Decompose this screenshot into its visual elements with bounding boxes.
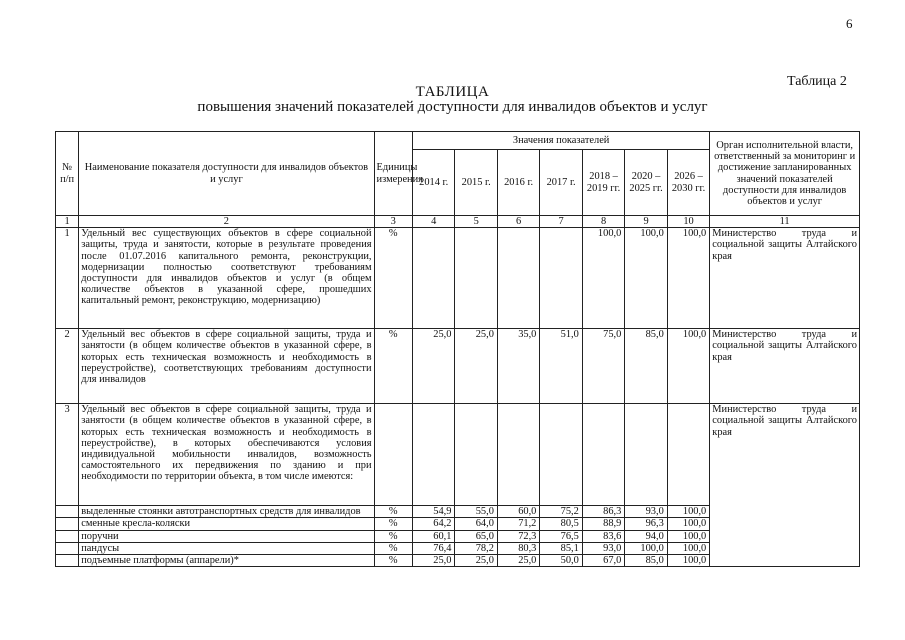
column-numbers-row (56, 216, 860, 228)
subrow-value: 55,0 (455, 506, 497, 518)
subrow-name: подъемные платформы (аппарели)* (79, 555, 374, 567)
row-unit: % (374, 228, 412, 329)
header-organ: Орган исполнительной власти, ответственный за мониторинг и достижение запланированных значений показателей доступности для инвалидов объектов и услуг (710, 132, 860, 216)
subrow-value: 64,0 (455, 518, 497, 530)
subrow-value: 80,5 (540, 518, 582, 530)
subrow-value: 25,0 (412, 555, 454, 567)
row-value (455, 404, 497, 506)
title-line-2: повышения значений показателей доступности для инвалидов объектов и услуг (197, 99, 708, 115)
subrow-value: 76,5 (540, 530, 582, 542)
row-num (56, 506, 79, 518)
subrow-value: 100,0 (667, 518, 709, 530)
subrow-unit: % (374, 518, 412, 530)
subrow-value: 25,0 (497, 555, 539, 567)
column-number: 3 (374, 216, 412, 228)
indicators-table (55, 131, 860, 567)
row-value: 100,0 (582, 228, 624, 329)
subrow-unit: % (374, 530, 412, 542)
row-value: 85,0 (625, 329, 667, 404)
subrow-value: 71,2 (497, 518, 539, 530)
subrow-value: 88,9 (582, 518, 624, 530)
header-name: Наименование показателя доступности для инвалидов объектов и услуг (79, 132, 374, 216)
column-number: 11 (710, 216, 860, 228)
column-number: 7 (540, 216, 582, 228)
row-num: 2 (56, 329, 79, 404)
header-year: 2026 – 2030 гг. (667, 150, 709, 216)
subrow-value: 93,0 (625, 506, 667, 518)
subrow-value: 100,0 (625, 542, 667, 554)
column-number: 4 (412, 216, 454, 228)
subrow-value: 25,0 (455, 555, 497, 567)
subrow-name: пандусы (79, 542, 374, 554)
column-number: 6 (497, 216, 539, 228)
subrow-value: 64,2 (412, 518, 454, 530)
subrow-value: 67,0 (582, 555, 624, 567)
column-number: 5 (455, 216, 497, 228)
row-num (56, 530, 79, 542)
subrow-value: 93,0 (582, 542, 624, 554)
row-unit (374, 404, 412, 506)
subrow-value: 54,9 (412, 506, 454, 518)
row-value (497, 228, 539, 329)
row-value (412, 404, 454, 506)
row-value: 75,0 (582, 329, 624, 404)
row-value: 100,0 (667, 329, 709, 404)
row-value (455, 228, 497, 329)
table-row (56, 404, 860, 506)
subrow-unit: % (374, 506, 412, 518)
subrow-value: 94,0 (625, 530, 667, 542)
subrow-value: 100,0 (667, 530, 709, 542)
row-value: 25,0 (455, 329, 497, 404)
subrow-value: 76,4 (412, 542, 454, 554)
subrow-value: 100,0 (667, 506, 709, 518)
row-value (540, 404, 582, 506)
header-year: 2015 г. (455, 150, 497, 216)
subrow-value: 100,0 (667, 555, 709, 567)
subrow-value: 80,3 (497, 542, 539, 554)
row-num (56, 518, 79, 530)
subrow-unit: % (374, 555, 412, 567)
row-name: Удельный вес существующих объектов в сфере социальной защиты, труда и занятости, которые в результате проведения после 01.07.2016 капитального ремонта, реконструкции, модернизации полностью соответствуют требованиям доступности для инвалидов объектов и услуг (в общем количестве объектов в указанной сфере, прошедших капитальный ремонт, реконструкцию, модернизацию) (79, 228, 374, 329)
row-organ: Министерство труда и социальной защиты Алтайского края (710, 228, 860, 329)
subrow-value: 85,1 (540, 542, 582, 554)
subrow-value: 60,0 (497, 506, 539, 518)
row-value: 100,0 (625, 228, 667, 329)
row-num: 3 (56, 404, 79, 506)
subrow-value: 86,3 (582, 506, 624, 518)
row-value: 25,0 (412, 329, 454, 404)
subrow-value: 75,2 (540, 506, 582, 518)
column-number: 9 (625, 216, 667, 228)
subrow-unit: % (374, 542, 412, 554)
header-year: 2020 – 2025 гг. (625, 150, 667, 216)
page-number: 6 (846, 16, 853, 31)
header-values-group: Значения показателей (412, 132, 709, 150)
row-organ: Министерство труда и социальной защиты Алтайского края (710, 404, 860, 567)
row-value (667, 404, 709, 506)
row-unit: % (374, 329, 412, 404)
row-value: 51,0 (540, 329, 582, 404)
row-name: Удельный вес объектов в сфере социальной защиты, труда и занятости (в общем количестве объектов в указанной сфере, в которых есть техническая возможность и необходимость в переустройстве), в которых обеспечиваются условия индивидуальной мобильности инвалидов, возможность самостоятельного их передвижения по зданию и при необходимости по территории объекта, в том числе имеются: (79, 404, 374, 506)
title-line-1: ТАБЛИЦА (415, 84, 490, 100)
header-year: 2016 г. (497, 150, 539, 216)
subrow-name: сменные кресла-коляски (79, 518, 374, 530)
row-value (540, 228, 582, 329)
header-num: № п/п (56, 132, 79, 216)
subrow-value: 65,0 (455, 530, 497, 542)
header-unit: Единицы измерения (374, 132, 412, 216)
column-number: 10 (667, 216, 709, 228)
row-name: Удельный вес объектов в сфере социальной защиты, труда и занятости (в общем количестве объектов в указанной сфере, в которых есть техническая возможность и необходимость в переустройстве), соответствующих требованиям доступности для инвалидов (79, 329, 374, 404)
row-value: 35,0 (497, 329, 539, 404)
row-organ: Министерство труда и социальной защиты Алтайского края (710, 329, 860, 404)
header-year: 2018 – 2019 гг. (582, 150, 624, 216)
column-number: 1 (56, 216, 79, 228)
column-number: 2 (79, 216, 374, 228)
subrow-value: 50,0 (540, 555, 582, 567)
table-row (56, 329, 860, 404)
subrow-value: 85,0 (625, 555, 667, 567)
row-value (582, 404, 624, 506)
row-num (56, 555, 79, 567)
row-value (625, 404, 667, 506)
document-title (0, 85, 905, 115)
table-row (56, 228, 860, 329)
column-number: 8 (582, 216, 624, 228)
subrow-value: 72,3 (497, 530, 539, 542)
row-num (56, 542, 79, 554)
row-value (412, 228, 454, 329)
subrow-value: 83,6 (582, 530, 624, 542)
table-label: Таблица 2 (787, 74, 847, 89)
subrow-value: 60,1 (412, 530, 454, 542)
subrow-value: 100,0 (667, 542, 709, 554)
subrow-value: 78,2 (455, 542, 497, 554)
header-year: 2017 г. (540, 150, 582, 216)
row-value: 100,0 (667, 228, 709, 329)
subrow-name: выделенные стоянки автотранспортных средств для инвалидов (79, 506, 374, 518)
subrow-value: 96,3 (625, 518, 667, 530)
subrow-name: поручни (79, 530, 374, 542)
header-year: 2014 г. (412, 150, 454, 216)
row-value (497, 404, 539, 506)
row-num: 1 (56, 228, 79, 329)
